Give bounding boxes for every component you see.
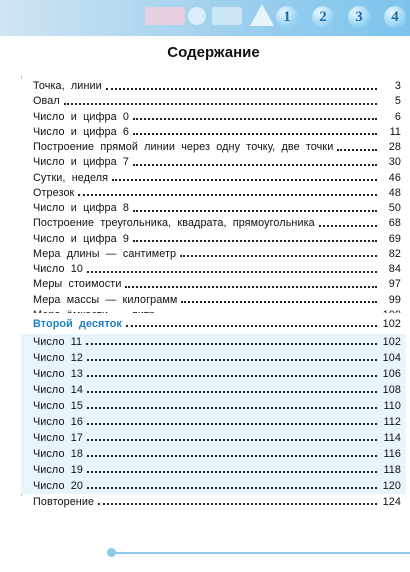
- toc-entry[interactable]: [21, 414, 406, 430]
- entry-page: 68: [388, 217, 401, 230]
- entry-page: 11: [389, 125, 401, 138]
- decorative-shape: [145, 7, 185, 25]
- entry-title: Построение треугольника, квадрата, прямоугольника: [33, 217, 315, 230]
- entry-title: Построение прямой линии через одну точку, две точки: [33, 141, 334, 153]
- leader-dots: [133, 240, 377, 242]
- entry-page: 3: [394, 80, 401, 92]
- leader-dots: [87, 407, 377, 409]
- leader-dots: [106, 88, 377, 90]
- entry-title: Мера длины — сантиметр: [33, 247, 177, 260]
- decorative-triangle: [250, 4, 274, 26]
- leader-dots: [133, 118, 377, 120]
- entry-page: 6: [394, 110, 401, 123]
- entry-title: Число 17: [33, 432, 83, 444]
- entry-title: Отрезок: [33, 186, 75, 199]
- entry-title: Число 18: [33, 448, 83, 460]
- decorative-shape: [212, 7, 242, 25]
- entry-page: 110: [383, 400, 401, 412]
- entry-page: 69: [388, 232, 401, 245]
- leader-dots: [126, 325, 377, 327]
- top-decorative-band: [0, 0, 410, 36]
- entry-title: Число 19: [33, 464, 83, 476]
- toc-entry[interactable]: [21, 430, 406, 446]
- chapter-digits: [276, 6, 406, 28]
- toc-entry[interactable]: [21, 232, 406, 247]
- entry-title: Овал: [33, 95, 60, 108]
- toc-entry[interactable]: [21, 186, 406, 201]
- entry-title: Число и цифра 9: [33, 232, 129, 245]
- toc-entry[interactable]: [21, 398, 406, 414]
- leader-dots: [319, 225, 377, 227]
- toc-entry[interactable]: [21, 478, 406, 494]
- entry-title: Мера массы — килограмм: [33, 293, 178, 306]
- entry-title: Число 13: [33, 368, 83, 380]
- toc-title: Содержание: [167, 44, 260, 61]
- leader-dots: [133, 210, 377, 212]
- entry-title: Число 20: [33, 480, 83, 492]
- entry-page: 104: [382, 352, 401, 364]
- entry-page: 82: [388, 247, 401, 260]
- leader-dots: [87, 391, 377, 393]
- entry-title: Число 14: [33, 384, 83, 396]
- toc-entry[interactable]: [21, 277, 406, 292]
- toc-section-list: [21, 334, 406, 508]
- entry-page: 106: [382, 368, 401, 380]
- entry-title: Число и цифра 7: [33, 156, 129, 169]
- entry-page: 108: [382, 384, 401, 396]
- toc-list: [21, 79, 406, 323]
- toc-entry[interactable]: [21, 110, 406, 125]
- toc-entry[interactable]: [21, 201, 406, 216]
- entry-page: 118: [383, 464, 401, 476]
- section-page: 102: [382, 318, 401, 330]
- entry-title: Число 16: [33, 416, 83, 428]
- leader-dots: [133, 133, 377, 135]
- toc-entry[interactable]: [21, 462, 406, 478]
- toc-entry[interactable]: [21, 262, 406, 277]
- entry-page: 30: [388, 156, 401, 169]
- entry-title: Число и цифра 8: [33, 202, 129, 214]
- entry-title: Число и цифра 6: [33, 125, 129, 138]
- entry-title: Число 12: [33, 352, 83, 364]
- toc-entry[interactable]: [21, 494, 406, 510]
- toc-entry[interactable]: [21, 155, 406, 170]
- leader-dots: [181, 301, 377, 303]
- toc-entry[interactable]: [21, 293, 406, 308]
- toc-entry[interactable]: [21, 140, 406, 155]
- entry-title: Сутки, неделя: [33, 171, 109, 184]
- leader-dots: [112, 179, 377, 181]
- entry-title: Число 10: [33, 263, 83, 275]
- toc-entry[interactable]: [21, 171, 406, 186]
- toc-entry[interactable]: [21, 446, 406, 462]
- toc-entry[interactable]: [21, 247, 406, 262]
- toc-entry[interactable]: [21, 366, 406, 382]
- entry-page: 28: [388, 141, 401, 153]
- digit-badge: 1: [276, 6, 298, 28]
- leader-dots: [337, 149, 377, 151]
- leader-dots: [98, 503, 377, 505]
- section-title: Второй десяток: [33, 318, 122, 330]
- entry-page: 124: [382, 496, 401, 508]
- toc-entry[interactable]: [21, 125, 406, 140]
- leader-dots: [87, 359, 377, 361]
- leader-dots: [87, 455, 377, 457]
- toc-entry[interactable]: [21, 216, 406, 231]
- leader-dots: [87, 439, 377, 441]
- entry-title: Число 11: [33, 336, 83, 348]
- entry-title: Число 15: [33, 400, 83, 412]
- leader-dots: [64, 103, 377, 105]
- toc-entry[interactable]: [21, 79, 406, 94]
- leader-dots: [87, 487, 377, 489]
- digit-badge: 2: [312, 6, 334, 28]
- entry-page: 116: [383, 448, 401, 460]
- entry-page: 114: [383, 432, 401, 444]
- entry-title: Повторение: [33, 496, 95, 508]
- leader-dots: [87, 471, 377, 473]
- entry-page: 5: [394, 95, 401, 108]
- entry-page: 99: [388, 293, 401, 306]
- leader-dots: [133, 164, 377, 166]
- toc-entry[interactable]: [21, 382, 406, 398]
- toc-entry[interactable]: [21, 94, 406, 109]
- leader-dots: [78, 194, 377, 196]
- leader-dots: [86, 343, 377, 345]
- leader-dots: [87, 375, 377, 377]
- decorative-rule: [113, 552, 410, 554]
- entry-title: Меры стоимости: [33, 278, 122, 291]
- entry-page: 120: [382, 480, 401, 492]
- entry-page: 48: [388, 186, 401, 199]
- decorative-circle: [188, 7, 206, 25]
- toc-section-heading[interactable]: [21, 313, 406, 335]
- entry-title: Число и цифра 0: [33, 110, 129, 123]
- entry-page: 50: [388, 202, 401, 214]
- toc-entry[interactable]: [21, 350, 406, 366]
- entry-page: 46: [388, 171, 401, 184]
- entry-page: 97: [388, 278, 401, 291]
- entry-page: 84: [388, 263, 401, 275]
- entry-title: Точка, линии: [33, 80, 102, 92]
- leader-dots: [87, 423, 377, 425]
- leader-dots: [125, 286, 377, 288]
- toc-entry[interactable]: [21, 334, 406, 350]
- leader-dots: [87, 271, 377, 273]
- entry-page: 112: [383, 416, 401, 428]
- digit-badge: 4: [384, 6, 406, 28]
- digit-badge: 3: [348, 6, 370, 28]
- leader-dots: [180, 255, 377, 257]
- entry-page: 102: [382, 336, 401, 348]
- toc-page: [17, 36, 410, 572]
